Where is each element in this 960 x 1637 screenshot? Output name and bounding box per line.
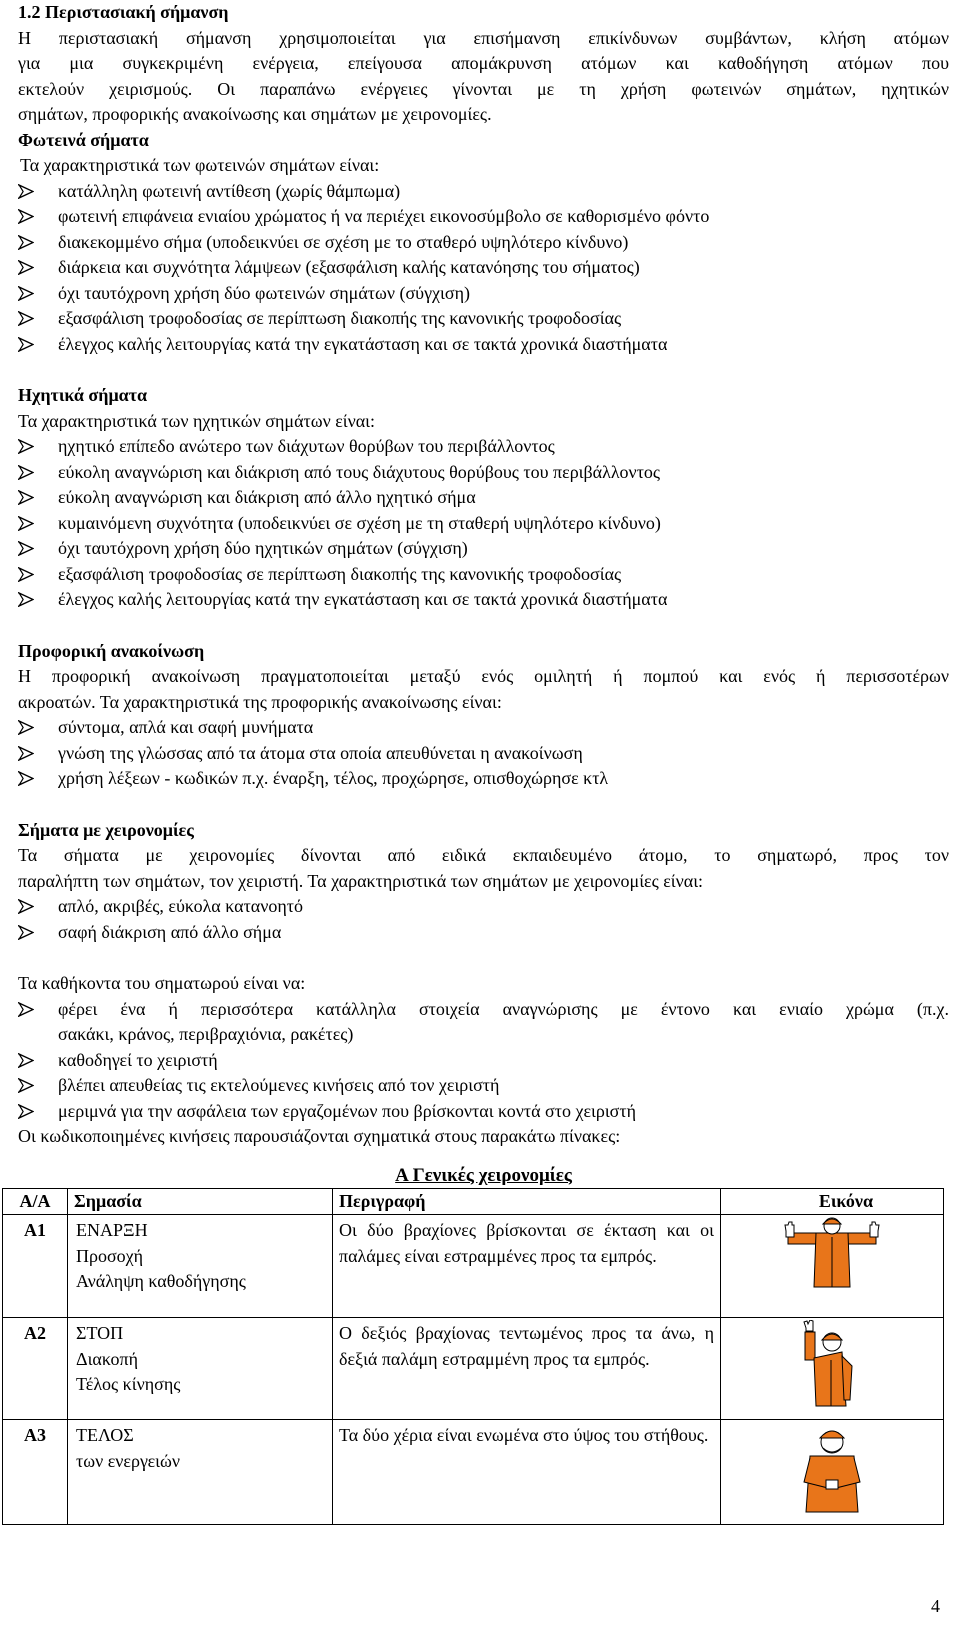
list-item: εξασφάλιση τροφοδοσίας σε περίπτωση διακοπής της κανονικής τροφοδοσίας: [18, 562, 949, 588]
arrow-bullet-icon: [18, 1104, 34, 1119]
verbal-list: [18, 715, 949, 792]
list-item: καθοδηγεί το χειριστή: [18, 1048, 949, 1074]
list-item: εύκολη αναγνώριση και διάκριση από τους διάχυτους θορύβους του περιβάλλοντος: [18, 460, 949, 486]
list-item: έλεγχος καλής λειτουργίας κατά την εγκατάσταση και σε τακτά χρονικά διαστήματα: [18, 332, 949, 358]
document-page: [18, 0, 949, 1525]
arrow-bullet-icon: [18, 771, 34, 786]
list-item: εξασφάλιση τροφοδοσίας σε περίπτωση διακοπής της κανονικής τροφοδοσίας: [18, 306, 949, 332]
arrow-bullet-icon: [18, 925, 34, 940]
verbal-intro-line-2: ακροατών. Τα χαρακτηριστικά της προφορικής ανακοίνωσης είναι:: [18, 691, 502, 712]
arrow-bullet-icon: [18, 746, 34, 761]
arrow-bullet-icon: [18, 184, 34, 199]
list-item: απλό, ακριβές, εύκολα κατανοητό: [18, 894, 949, 920]
list-item: διακεκομμένο σήμα (υποδεικνύει σε σχέση με το σταθερό υψηλότερο κίνδυνο): [18, 230, 949, 256]
arrow-bullet-icon: [18, 720, 34, 735]
arrow-bullet-icon: [18, 567, 34, 582]
arrow-bullet-icon: [18, 286, 34, 301]
meaning-line: Τέλος κίνησης: [76, 1374, 181, 1394]
list-item: φέρει ένα ή περισσότερα κατάλληλα στοιχεία αναγνώρισης με έντονο και ενιαίο χρώμα (π.χ.: [18, 997, 949, 1023]
meaning-line: Ανάληψη καθοδήγησης: [76, 1271, 246, 1291]
list-item: όχι ταυτόχρονη χρήση δύο φωτεινών σημάτων (σύγχιση): [18, 281, 949, 307]
duties-list: [18, 997, 949, 1125]
page-number: 4: [931, 1596, 940, 1616]
arrow-bullet-icon: [18, 1002, 34, 1017]
gesture-heading: Σήματα με χειρονομίες: [18, 819, 194, 840]
row-id: Α2: [3, 1318, 68, 1420]
arrow-bullet-icon: [18, 1078, 34, 1093]
row-meaning: [68, 1215, 333, 1318]
meaning-line: Διακοπή: [76, 1348, 139, 1369]
list-item: φωτεινή επιφάνεια ενιαίου χρώματος ή να περιέχει εικονοσύμβολο σε καθορισμένο φόντο: [18, 204, 949, 230]
row-id: Α1: [3, 1215, 68, 1318]
signaller-arms-extended-figure: [784, 1217, 880, 1293]
meaning-line: Προσοχή: [76, 1245, 144, 1266]
light-list: [18, 179, 949, 358]
row-meaning: [68, 1420, 333, 1525]
light-intro: Τα χαρακτηριστικά των φωτεινών σημάτων είναι:: [20, 155, 380, 175]
arrow-bullet-icon: [18, 541, 34, 556]
duties-intro: Τα καθήκοντα του σηματωρού είναι να:: [18, 973, 306, 993]
row-id: Α3: [3, 1420, 68, 1525]
list-item: βλέπει απευθείας τις εκτελούμενες κινήσεις από τον χειριστή: [18, 1073, 949, 1099]
table-header-row: [3, 1188, 944, 1215]
column-header-description: Περιγραφή: [333, 1188, 721, 1215]
list-item: διάρκεια και συχνότητα λάμψεων (εξασφάλιση καλής κατανόησης του σήματος): [18, 255, 949, 281]
list-item: ηχητικό επίπεδο ανώτερο των διάχυτων θορύβων του περιβάλλοντος: [18, 434, 949, 460]
column-header-meaning: Σημασία: [68, 1188, 333, 1215]
section-intro-line-3: εκτελούν χειρισμούς. Οι παραπάνω ενέργειες γίνονται με τη χρήση φωτεινών σημάτων, ηχητικών: [18, 78, 949, 99]
column-header-id: Α/Α: [3, 1188, 68, 1215]
arrow-bullet-icon: [18, 1053, 34, 1068]
meaning-line: των ενεργειών: [76, 1450, 180, 1471]
arrow-bullet-icon: [18, 899, 34, 914]
table-row: [3, 1318, 944, 1420]
arrow-bullet-icon: [18, 516, 34, 531]
list-item: σύντομα, απλά και σαφή μυνήματα: [18, 715, 949, 741]
arrow-bullet-icon: [18, 439, 34, 454]
section-heading: 1.2 Περιστασιακή σήμανση: [18, 2, 229, 22]
list-item-continuation: σακάκι, κράνος, περιβραχιόνια, ρακέτες): [58, 1024, 354, 1044]
meaning-line: ΤΕΛΟΣ: [76, 1425, 134, 1445]
light-heading: Φωτεινά σήματα: [18, 129, 149, 150]
meaning-line: ΕΝΑΡΞΗ: [76, 1220, 148, 1240]
gesture-table: [2, 1188, 944, 1526]
row-description: Οι δύο βραχίονες βρίσκονται σε έκταση και οι παλάμες είναι εστραμμένες προς τα εμπρός.: [333, 1215, 721, 1318]
table-row: [3, 1215, 944, 1318]
list-item: εύκολη αναγνώριση και διάκριση από άλλο ηχητικό σήμα: [18, 485, 949, 511]
arrow-bullet-icon: [18, 337, 34, 352]
section-intro-line-4: σημάτων, προφορικής ανακοίνωσης και σημάτων με χειρονομίες.: [18, 104, 492, 124]
meaning-line: ΣΤΟΠ: [76, 1323, 124, 1343]
section-intro-line-1: Η περιστασιακή σήμανση χρησιμοποιείται για επισήμανση επικίνδυνων συμβάντων, κλήση ατόμων: [18, 27, 949, 48]
arrow-bullet-icon: [18, 592, 34, 607]
arrow-bullet-icon: [18, 311, 34, 326]
arrow-bullet-icon: [18, 209, 34, 224]
list-item: έλεγχος καλής λειτουργίας κατά την εγκατάσταση και σε τακτά χρονικά διαστήματα: [18, 587, 949, 613]
arrow-bullet-icon: [18, 235, 34, 250]
list-item: κυμαινόμενη συχνότητα (υποδεικνύει σε σχέση με τη σταθερή υψηλότερο κίνδυνο): [18, 511, 949, 537]
gesture-intro-line-2: παραλήπτη των σημάτων, τον χειριστή. Τα χαρακτηριστικά των σημάτων με χειρονομίες είναι:: [18, 870, 704, 891]
arrow-bullet-icon: [18, 260, 34, 275]
table-caption: Α Γενικές χειρονομίες: [395, 1164, 572, 1186]
signaller-arm-raised-figure: [792, 1320, 872, 1410]
sound-list: [18, 434, 949, 613]
column-header-image: Εικόνα: [721, 1188, 944, 1215]
signaller-hands-joined-figure: [792, 1422, 872, 1514]
sound-intro: Τα χαρακτηριστικά των ηχητικών σημάτων είναι:: [18, 410, 376, 431]
gesture-outro: Οι κωδικοποιημένες κινήσεις παρουσιάζονται σχηματικά στους παρακάτω πίνακες:: [18, 1126, 621, 1146]
table-row: [3, 1420, 944, 1525]
row-description: Τα δύο χέρια είναι ενωμένα στο ύψος του στήθους.: [333, 1420, 721, 1525]
row-image: [721, 1215, 944, 1318]
gesture-list: [18, 894, 949, 945]
list-item: σαφή διάκριση από άλλο σήμα: [18, 920, 949, 946]
section-intro-line-2: για μια συγκεκριμένη ενέργεια, επείγουσα απομάκρυνση ατόμων και καθοδήγηση ατόμων που: [18, 53, 949, 73]
list-item: μεριμνά για την ασφάλεια των εργαζομένων που βρίσκονται κοντά στο χειριστή: [18, 1099, 949, 1125]
row-image: [721, 1318, 944, 1420]
row-description: Ο δεξιός βραχίονας τεντωμένος προς τα άνω, η δεξιά παλάμη εστραμμένη προς τα εμπρός.: [333, 1318, 721, 1420]
verbal-intro-line-1: Η προφορική ανακοίνωση πραγματοποιείται μεταξύ ενός ομιλητή ή πομπού και ενός ή περισσοτέρων: [18, 666, 949, 686]
arrow-bullet-icon: [18, 490, 34, 505]
gesture-intro-line-1: Τα σήματα με χειρονομίες δίνονται από ειδικά εκπαιδευμένο άτομο, το σηματωρό, προς τον: [18, 845, 949, 865]
list-item: κατάλληλη φωτεινή αντίθεση (χωρίς θάμπωμα): [18, 179, 949, 205]
list-item: όχι ταυτόχρονη χρήση δύο ηχητικών σημάτων (σύγχιση): [18, 536, 949, 562]
list-item: γνώση της γλώσσας από τα άτομα στα οποία απευθύνεται η ανακοίνωση: [18, 741, 949, 767]
sound-heading: Ηχητικά σήματα: [18, 385, 148, 405]
arrow-bullet-icon: [18, 465, 34, 480]
verbal-heading: Προφορική ανακοίνωση: [18, 640, 205, 661]
list-item: χρήση λέξεων - κωδικών π.χ. έναρξη, τέλος, προχώρησε, οπισθοχώρησε κτλ: [18, 766, 949, 792]
row-meaning: [68, 1318, 333, 1420]
row-image: [721, 1420, 944, 1525]
